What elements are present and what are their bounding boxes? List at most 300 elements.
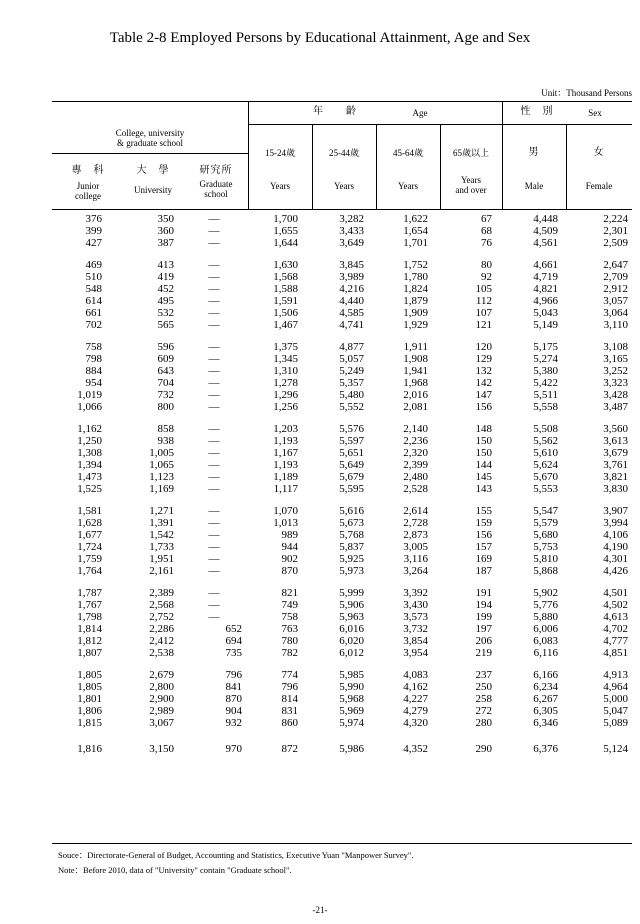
table-cell: 427 — [85, 237, 102, 249]
table-cell: 4,561 — [533, 237, 558, 249]
table-cell: 1,622 — [403, 213, 428, 225]
table-cell: 4,966 — [533, 295, 558, 307]
table-cell: 758 — [85, 341, 102, 353]
table-cell: 1,256 — [273, 401, 298, 413]
table-cell: 5,968 — [339, 693, 364, 705]
table-cell: — — [208, 365, 220, 377]
table-cell: — — [208, 237, 220, 249]
table-cell: — — [208, 471, 220, 483]
table-cell: 3,573 — [403, 611, 428, 623]
table-cell: 4,509 — [533, 225, 558, 237]
table-cell: 1,701 — [403, 237, 428, 249]
table-cell: 5,906 — [339, 599, 364, 611]
header-bottom-rule — [52, 209, 632, 210]
table-cell: 3,252 — [603, 365, 628, 377]
divider — [566, 124, 567, 209]
table-cell: — — [208, 319, 220, 331]
table-cell: — — [208, 353, 220, 365]
spacer-cell — [52, 659, 632, 669]
table-cell: 870 — [225, 693, 242, 705]
table-cell: 2,140 — [403, 423, 428, 435]
table-row — [52, 565, 632, 577]
table-row — [52, 681, 632, 693]
table-cell: 1,824 — [403, 283, 428, 295]
table-cell: — — [208, 459, 220, 471]
divider — [502, 101, 503, 209]
sex-header-zh: 性 別 — [520, 106, 554, 117]
table-cell: 1,296 — [273, 389, 298, 401]
table-cell: 694 — [225, 635, 242, 647]
table-cell: 3,108 — [603, 341, 628, 353]
table-cell: 3,845 — [339, 259, 364, 271]
table-cell: 6,234 — [533, 681, 558, 693]
table-cell: 596 — [157, 341, 174, 353]
table-row — [52, 401, 632, 413]
table-cell: — — [208, 435, 220, 447]
table-cell: 2,286 — [149, 623, 174, 635]
table-cell: 5,511 — [533, 389, 558, 401]
table-cell: 5,753 — [533, 541, 558, 553]
table-cell: 4,613 — [603, 611, 628, 623]
table-cell: 954 — [85, 377, 102, 389]
table-cell: 156 — [475, 401, 492, 413]
table-row — [52, 635, 632, 647]
table-cell: 2,912 — [603, 283, 628, 295]
table-cell: 5,868 — [533, 565, 558, 577]
table-cell: 749 — [281, 599, 298, 611]
table-cell: 2,728 — [403, 517, 428, 529]
divider — [440, 124, 441, 209]
table-cell: 80 — [481, 259, 492, 271]
spacer-row — [52, 577, 632, 587]
table-cell: 4,851 — [603, 647, 628, 659]
table-cell: 219 — [475, 647, 492, 659]
spacer-cell — [52, 577, 632, 587]
table-cell: 1,654 — [403, 225, 428, 237]
table-row — [52, 529, 632, 541]
table-cell: 5,649 — [339, 459, 364, 471]
table-cell: — — [208, 283, 220, 295]
table-cell: — — [208, 213, 220, 225]
table-cell: 3,430 — [403, 599, 428, 611]
table-cell: 4,719 — [533, 271, 558, 283]
age-header-en: Age — [412, 108, 428, 118]
table-row — [52, 225, 632, 237]
table-cell: 4,702 — [603, 623, 628, 635]
table-cell: 6,012 — [339, 647, 364, 659]
table-cell: 2,412 — [149, 635, 174, 647]
table-row — [52, 307, 632, 319]
table-cell: 1,814 — [77, 623, 102, 635]
spacer-row — [52, 495, 632, 505]
table-cell: 2,224 — [603, 213, 628, 225]
table-cell: 841 — [225, 681, 242, 693]
table-cell: 148 — [475, 423, 492, 435]
table-cell: 1,467 — [273, 319, 298, 331]
table-cell: 4,585 — [339, 307, 364, 319]
table-cell: 376 — [85, 213, 102, 225]
table-cell: 3,057 — [603, 295, 628, 307]
table-cell: 147 — [475, 389, 492, 401]
university-header-zh: 大 學 — [136, 165, 170, 176]
table-cell: 4,162 — [403, 681, 428, 693]
table-cell: 4,913 — [603, 669, 628, 681]
table-cell: 5,973 — [339, 565, 364, 577]
table-cell: 4,448 — [533, 213, 558, 225]
table-cell: 6,116 — [533, 647, 558, 659]
table-cell: 6,346 — [533, 717, 558, 729]
table-cell: 4,320 — [403, 717, 428, 729]
table-cell: — — [208, 377, 220, 389]
table-cell: 156 — [475, 529, 492, 541]
table-cell: — — [208, 611, 220, 623]
table-cell: 1,805 — [77, 669, 102, 681]
table-cell: — — [208, 225, 220, 237]
table-row — [52, 541, 632, 553]
age-25-44-header: 25-44歲 — [329, 148, 359, 158]
table-cell: 1,805 — [77, 681, 102, 693]
table-cell: 1,807 — [77, 647, 102, 659]
table-cell: — — [208, 259, 220, 271]
table-cell: 704 — [157, 377, 174, 389]
age-group-underline — [248, 124, 502, 125]
data-table-body — [52, 213, 632, 755]
table-cell: 2,989 — [149, 705, 174, 717]
table-row — [52, 213, 632, 225]
junior-college-header-en: Junior college — [75, 181, 101, 201]
table-cell: 1,968 — [403, 377, 428, 389]
table-cell: 5,249 — [339, 365, 364, 377]
table-cell: 4,279 — [403, 705, 428, 717]
table-row — [52, 693, 632, 705]
college-group-header: College, university & graduate school — [115, 128, 185, 148]
table-cell: 1,677 — [77, 529, 102, 541]
table-cell: 510 — [85, 271, 102, 283]
table-cell: 2,900 — [149, 693, 174, 705]
table-row — [52, 669, 632, 681]
table-cell: 3,116 — [403, 553, 428, 565]
table-cell: 5,553 — [533, 483, 558, 495]
page-number: -21- — [312, 905, 328, 915]
table-cell: 1,013 — [273, 517, 298, 529]
table-cell: 495 — [157, 295, 174, 307]
table-cell: 5,274 — [533, 353, 558, 365]
junior-college-header-zh: 專 科 — [71, 165, 105, 176]
data-table — [52, 213, 632, 755]
female-header-en: Female — [585, 181, 613, 191]
table-cell: 4,501 — [603, 587, 628, 599]
age-65-over-years: Years and over — [455, 175, 487, 195]
table-row — [52, 377, 632, 389]
table-cell: 92 — [481, 271, 492, 283]
table-cell: 1,941 — [403, 365, 428, 377]
table-cell: 5,679 — [339, 471, 364, 483]
table-cell: 6,166 — [533, 669, 558, 681]
table-cell: 1,162 — [77, 423, 102, 435]
table-cell: 884 — [85, 365, 102, 377]
table-cell: 4,821 — [533, 283, 558, 295]
table-cell: 469 — [85, 259, 102, 271]
table-cell: 3,954 — [403, 647, 428, 659]
table-cell: 5,000 — [603, 693, 628, 705]
table-cell: 1,065 — [149, 459, 174, 471]
table-cell: 5,985 — [339, 669, 364, 681]
table-cell: 5,651 — [339, 447, 364, 459]
divider — [312, 124, 313, 209]
table-cell: 6,006 — [533, 623, 558, 635]
table-cell: 1,759 — [77, 553, 102, 565]
table-cell: 5,986 — [339, 743, 364, 755]
table-cell: 5,043 — [533, 307, 558, 319]
table-cell: 732 — [157, 389, 174, 401]
table-cell: 5,124 — [603, 743, 628, 755]
table-cell: 5,673 — [339, 517, 364, 529]
table-row — [52, 389, 632, 401]
table-cell: — — [208, 517, 220, 529]
table-cell: 280 — [475, 717, 492, 729]
table-row — [52, 505, 632, 517]
table-cell: 1,203 — [273, 423, 298, 435]
table-cell: 1,506 — [273, 307, 298, 319]
table-cell: 758 — [281, 611, 298, 623]
table-cell: 2,081 — [403, 401, 428, 413]
spacer-row — [52, 331, 632, 341]
table-cell: 399 — [85, 225, 102, 237]
table-cell: 3,560 — [603, 423, 628, 435]
male-header-zh: 男 — [528, 147, 540, 158]
table-cell: 6,016 — [339, 623, 364, 635]
table-cell: 831 — [281, 705, 298, 717]
table-cell: 3,110 — [603, 319, 628, 331]
table-cell: 3,761 — [603, 459, 628, 471]
table-cell: 5,974 — [339, 717, 364, 729]
table-cell: 194 — [475, 599, 492, 611]
table-cell: 2,161 — [149, 565, 174, 577]
university-header-en: University — [134, 185, 172, 195]
table-cell: 1,568 — [273, 271, 298, 283]
table-cell: 1,630 — [273, 259, 298, 271]
table-cell: 4,190 — [603, 541, 628, 553]
table-cell: 1,391 — [149, 517, 174, 529]
table-cell: 1,787 — [77, 587, 102, 599]
table-cell: 5,552 — [339, 401, 364, 413]
table-cell: 4,964 — [603, 681, 628, 693]
table-cell: 6,083 — [533, 635, 558, 647]
table-cell: 6,305 — [533, 705, 558, 717]
table-cell: 67 — [481, 213, 492, 225]
table-cell: 76 — [481, 237, 492, 249]
table-cell: 5,579 — [533, 517, 558, 529]
table-cell: 5,380 — [533, 365, 558, 377]
table-row — [52, 423, 632, 435]
table-cell: 1,628 — [77, 517, 102, 529]
table-cell: 1,780 — [403, 271, 428, 283]
table-cell: 3,005 — [403, 541, 428, 553]
table-cell: 1,655 — [273, 225, 298, 237]
page-title: Table 2-8 Employed Persons by Educational Attainment, Age and Sex — [109, 30, 531, 46]
table-row — [52, 237, 632, 249]
table-cell: 5,175 — [533, 341, 558, 353]
table-cell: 3,994 — [603, 517, 628, 529]
table-cell: 5,422 — [533, 377, 558, 389]
table-cell: 206 — [475, 635, 492, 647]
table-cell: — — [208, 483, 220, 495]
table-row — [52, 553, 632, 565]
table-cell: 2,647 — [603, 259, 628, 271]
table-cell: 1,591 — [273, 295, 298, 307]
table-cell: 187 — [475, 565, 492, 577]
table-row — [52, 517, 632, 529]
table-row — [52, 483, 632, 495]
table-row — [52, 365, 632, 377]
spacer-cell — [52, 249, 632, 259]
source-note: Souce：Directorate-General of Budget, Accounting and Statistics, Executive Yuan "Manpower Survey". — [58, 850, 414, 860]
table-cell: 2,389 — [149, 587, 174, 599]
table-cell: 1,278 — [273, 377, 298, 389]
table-cell: 5,768 — [339, 529, 364, 541]
table-cell: 157 — [475, 541, 492, 553]
table-cell: 250 — [475, 681, 492, 693]
table-row — [52, 587, 632, 599]
table-cell: — — [208, 295, 220, 307]
table-cell: 5,562 — [533, 435, 558, 447]
table-cell: — — [208, 565, 220, 577]
footnotes — [58, 848, 414, 878]
table-cell: 150 — [475, 447, 492, 459]
table-cell: 5,595 — [339, 483, 364, 495]
table-cell: 5,810 — [533, 553, 558, 565]
table-cell: 944 — [281, 541, 298, 553]
table-cell: — — [208, 271, 220, 283]
table-cell: 1,951 — [149, 553, 174, 565]
sex-group-underline — [502, 124, 632, 125]
table-cell: 796 — [225, 669, 242, 681]
table-cell: 796 — [281, 681, 298, 693]
table-cell: 858 — [157, 423, 174, 435]
table-cell: 780 — [281, 635, 298, 647]
table-cell: — — [208, 541, 220, 553]
table-cell: 1,375 — [273, 341, 298, 353]
spacer-cell — [52, 413, 632, 423]
table-row — [52, 647, 632, 659]
table-cell: 5,963 — [339, 611, 364, 623]
table-cell: 1,908 — [403, 353, 428, 365]
table-cell: 3,150 — [149, 743, 174, 755]
table-cell: 902 — [281, 553, 298, 565]
table-cell: 159 — [475, 517, 492, 529]
table-cell: 4,227 — [403, 693, 428, 705]
table-cell: 4,352 — [403, 743, 428, 755]
table-cell: 763 — [281, 623, 298, 635]
table-cell: 199 — [475, 611, 492, 623]
table-cell: 1,271 — [149, 505, 174, 517]
table-cell: 1,310 — [273, 365, 298, 377]
table-cell: 3,830 — [603, 483, 628, 495]
table-cell: 5,508 — [533, 423, 558, 435]
table-cell: 3,064 — [603, 307, 628, 319]
table-cell: 532 — [157, 307, 174, 319]
table-cell: 1,801 — [77, 693, 102, 705]
table-cell: 1,798 — [77, 611, 102, 623]
table-row — [52, 471, 632, 483]
table-row — [52, 271, 632, 283]
table-cell: 144 — [475, 459, 492, 471]
table-cell: 3,679 — [603, 447, 628, 459]
table-cell: 1,308 — [77, 447, 102, 459]
table-cell: 169 — [475, 553, 492, 565]
table-cell: 1,764 — [77, 565, 102, 577]
table-cell: 1,169 — [149, 483, 174, 495]
table-cell: 1,644 — [273, 237, 298, 249]
table-cell: 129 — [475, 353, 492, 365]
table-cell: 4,877 — [339, 341, 364, 353]
table-cell: 1,193 — [273, 435, 298, 447]
table-cell: 652 — [225, 623, 242, 635]
table-cell: 970 — [225, 743, 242, 755]
table-cell: 197 — [475, 623, 492, 635]
table-cell: 782 — [281, 647, 298, 659]
table-cell: 6,020 — [339, 635, 364, 647]
table-cell: 5,057 — [339, 353, 364, 365]
spacer-row — [52, 729, 632, 743]
table-cell: — — [208, 553, 220, 565]
table-cell: 661 — [85, 307, 102, 319]
table-cell: 142 — [475, 377, 492, 389]
table-cell: — — [208, 401, 220, 413]
table-cell: 1,733 — [149, 541, 174, 553]
table-cell: — — [208, 529, 220, 541]
table-cell: 5,616 — [339, 505, 364, 517]
table-cell: 5,047 — [603, 705, 628, 717]
table-row — [52, 459, 632, 471]
table-row — [52, 259, 632, 271]
divider — [376, 124, 377, 209]
table-cell: 1,700 — [273, 213, 298, 225]
table-bottom-rule — [52, 843, 632, 844]
table-cell: 1,816 — [77, 743, 102, 755]
table-cell: 3,821 — [603, 471, 628, 483]
table-cell: 3,264 — [403, 565, 428, 577]
table-cell: 4,301 — [603, 553, 628, 565]
table-cell: 5,547 — [533, 505, 558, 517]
spacer-cell — [52, 495, 632, 505]
table-cell: 1,724 — [77, 541, 102, 553]
table-cell: 872 — [281, 743, 298, 755]
table-cell: 2,568 — [149, 599, 174, 611]
table-cell: 350 — [157, 213, 174, 225]
table-cell: 5,597 — [339, 435, 364, 447]
table-cell: — — [208, 447, 220, 459]
table-cell: 1,345 — [273, 353, 298, 365]
table-row — [52, 717, 632, 729]
table-row — [52, 295, 632, 307]
table-cell: 5,089 — [603, 717, 628, 729]
table-cell: 3,433 — [339, 225, 364, 237]
table-cell: 5,670 — [533, 471, 558, 483]
table-row — [52, 319, 632, 331]
table-cell: 548 — [85, 283, 102, 295]
table-cell: 5,776 — [533, 599, 558, 611]
table-cell: 938 — [157, 435, 174, 447]
table-cell: 1,929 — [403, 319, 428, 331]
table-cell: 798 — [85, 353, 102, 365]
table-cell: 237 — [475, 669, 492, 681]
table-cell: 3,323 — [603, 377, 628, 389]
table-cell: 4,426 — [603, 565, 628, 577]
table-cell: 1,167 — [273, 447, 298, 459]
table-cell: 68 — [481, 225, 492, 237]
table-cell: 3,428 — [603, 389, 628, 401]
